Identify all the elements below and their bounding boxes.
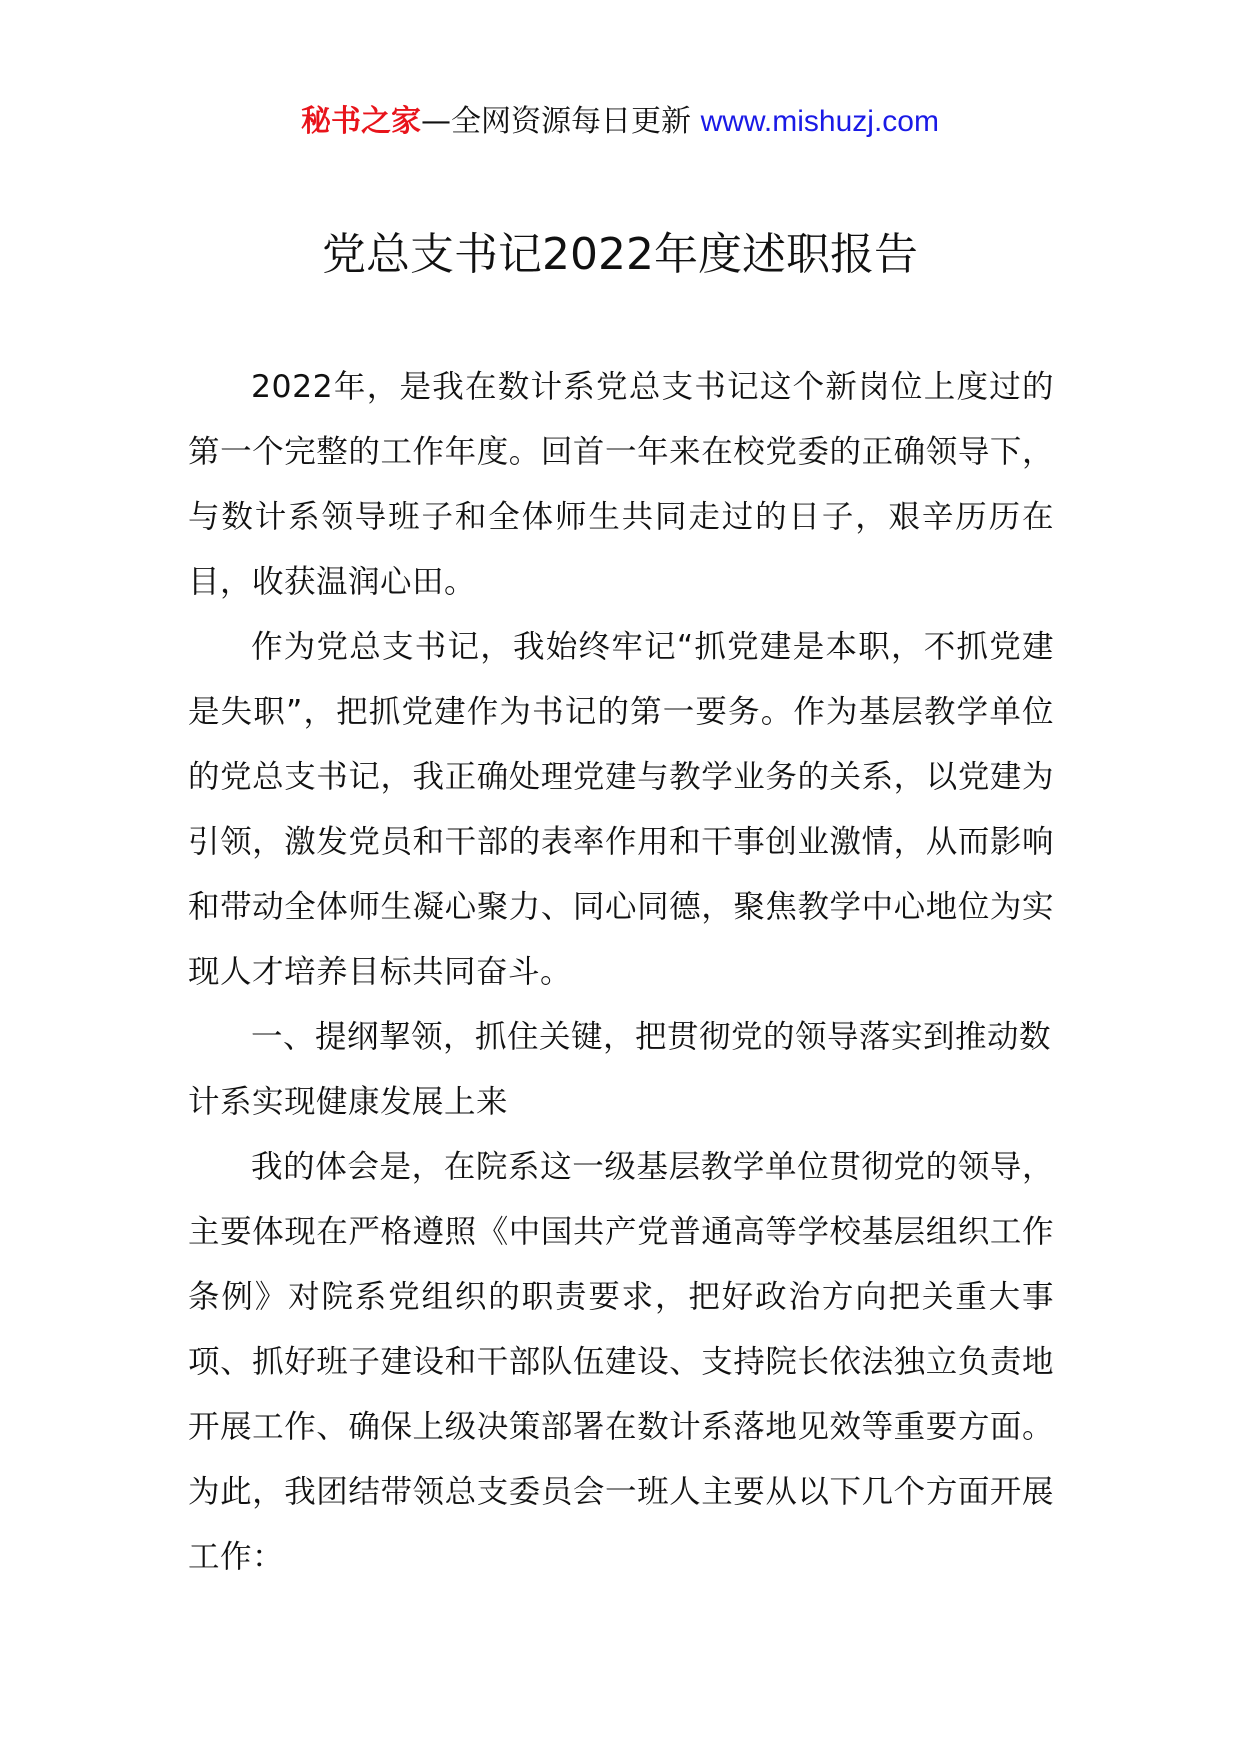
site-url-link[interactable]: www.mishuzj.com [700,105,939,138]
document-title: 党总支书记2022年度述职报告 [322,229,918,280]
banner-tagline: —全网资源每日更新 [421,104,692,139]
document-body [188,355,1054,1590]
brand-name: 秘书之家 [301,104,422,139]
section-heading-1: 一、提纲挈领，抓住关键，把贯彻党的领导落实到推动数计系实现健康发展上来 [188,1019,1052,1120]
paragraph-intro: 2022年，是我在数计系党总支书记这个新岗位上度过的第一个完整的工作年度。回首一年来在校党委的正确领导下，与数计系领导班子和全体师生共同走过的日子，艰辛历历在目，收获温润心田。 [188,369,1054,600]
paragraph-party-building: 作为党总支书记，我始终牢记“抓党建是本职，不抓党建是失职”，把抓党建作为书记的第一要务。作为基层教学单位的党总支书记，我正确处理党建与教学业务的关系，以党建为引领，激发党员和干部的表率作用和干事创业激情，从而影响和带动全体师生凝心聚力、同心同德，聚焦教学中心地位为实现人才培养目标共同奋斗。 [188,629,1054,990]
paragraph-experience: 我的体会是，在院系这一级基层教学单位贯彻党的领导，主要体现在严格遵照《中国共产党普通高等学校基层组织工作条例》对院系党组织的职责要求，把好政治方向把关重大事项、抓好班子建设和干部队伍建设、支持院长依法独立负责地开展工作、确保上级决策部署在数计系落地见效等重要方面。为此，我团结带领总支委员会一班人主要从以下几个方面开展工作： [188,1149,1054,1575]
site-banner [0,100,1240,144]
